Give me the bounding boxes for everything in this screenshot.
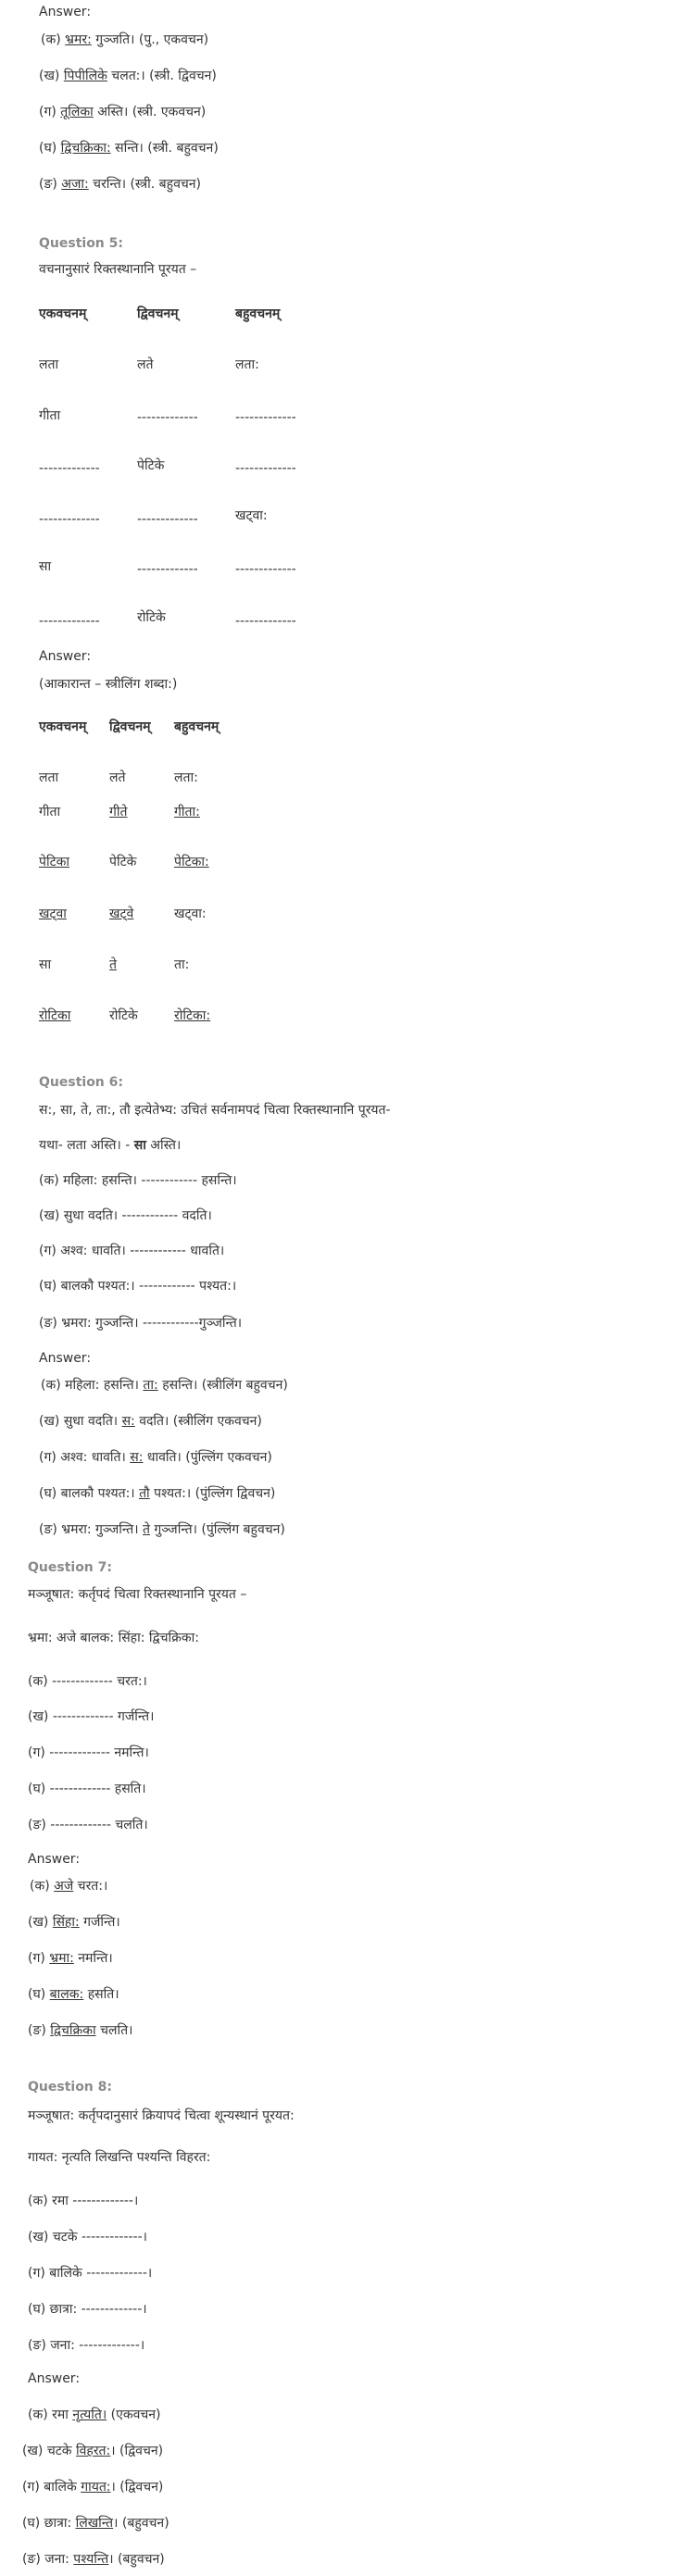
answer-label: Answer: — [28, 1852, 81, 1867]
table-cell: ता: — [174, 957, 190, 972]
question-line: (ख) सुधा वदति। ------------ वदति। — [39, 1208, 212, 1223]
table-cell: लता: — [235, 357, 259, 372]
answer-line: (ग) बालिके गायत:। (द्विवचन) — [22, 2480, 164, 2495]
table-cell: पेटिके — [137, 458, 165, 473]
table-cell: लता: — [174, 770, 198, 785]
table-header: बहुवचनम् — [174, 719, 220, 734]
word-box: भ्रमा: अजे बालक: सिंहा: द्विचक्रिका: — [28, 1631, 199, 1645]
question-line: (ग) ------------- नमन्ति। — [28, 1745, 149, 1760]
question-instruction: मञ्जूषात: कर्तृपदानुसारं क्रियापदं चित्वा शून्यस्थानं पूरयत: — [28, 2108, 295, 2123]
table-cell: रोटिके — [137, 610, 166, 625]
question-line: (क) महिला: हसन्ति। ------------ हसन्ति। — [39, 1173, 237, 1188]
table-header: बहुवचनम् — [235, 306, 281, 321]
question-line: (घ) छात्रा: -------------। — [28, 2302, 147, 2317]
table-cell: गीता — [39, 408, 61, 423]
table-header: एकवचनम् — [39, 719, 87, 734]
table-cell: लता — [39, 770, 59, 785]
answer-label: Answer: — [28, 2371, 81, 2386]
table-cell: ------------- — [39, 512, 100, 527]
table-cell: लते — [109, 770, 126, 785]
question-heading: Question 7: — [28, 1560, 112, 1575]
answer-line: (ङ) जना: पश्यन्ति। (बहुवचन) — [22, 2552, 165, 2567]
table-cell: सा — [39, 559, 52, 574]
table-cell: खट्वा: — [235, 508, 268, 523]
table-cell: ------------- — [137, 512, 198, 527]
question-heading: Question 5: — [39, 236, 123, 251]
table-cell: ------------- — [235, 461, 296, 476]
table-header: द्विवचनम् — [137, 306, 179, 321]
answer-line: (ख) पिपीलिके चलत:। (स्त्री. द्विवचन) — [39, 69, 217, 83]
question-line: (ख) ------------- गर्जन्ति। — [28, 1709, 155, 1724]
answer-note: (आकारान्त – स्त्रीलिंग शब्दा:) — [39, 677, 178, 692]
table-cell: लता — [39, 357, 59, 372]
question-line: (क) रमा -------------। — [28, 2194, 139, 2208]
answer-line: (क) रमा नृत्यति। (एकवचन) — [28, 2407, 161, 2422]
answer-line: (क) अजे चरत:। — [30, 1879, 108, 1894]
question-line: (ङ) ------------- चलति। — [28, 1818, 148, 1832]
table-cell: ------------- — [235, 614, 296, 629]
table-cell: ------------- — [137, 410, 198, 425]
table-cell: पेटिका: — [174, 855, 209, 869]
table-cell: ते — [109, 957, 117, 972]
answer-line: (ङ) अजा: चरन्ति। (स्त्री. बहुवचन) — [39, 177, 201, 192]
answer-line: (घ) बालक: हसति। — [28, 1987, 119, 2002]
answer-line: (ख) सिंहा: गर्जन्ति। — [28, 1915, 120, 1930]
question-instruction: स:, सा, ते, ता:, तौ इत्येतेभ्य: उचितं सर्वनामपदं चित्वा रिक्तस्थानानि पूरयत- — [39, 1103, 391, 1118]
answer-line: (ङ) भ्रमरा: गुञ्जन्ति। ते गुञ्जन्ति। (पुंल्लिंग बहुवचन) — [39, 1522, 285, 1537]
table-cell: गीते — [109, 805, 128, 819]
answer-line: (घ) द्विचक्रिका: सन्ति। (स्त्री. बहुवचन) — [39, 141, 219, 156]
table-cell: रोटिका: — [174, 1008, 211, 1023]
table-cell: रोटिके — [109, 1008, 138, 1023]
question-line: (ख) चटके -------------। — [28, 2230, 147, 2245]
table-cell: रोटिका — [39, 1008, 71, 1023]
answer-line: (घ) बालकौ पश्यत:। तौ पश्यत:। (पुंल्लिंग द्विवचन) — [39, 1486, 276, 1501]
table-cell: लते — [137, 357, 154, 372]
answer-line: (ग) तूलिका अस्ति। (स्त्री. एकवचन) — [39, 105, 207, 119]
question-line: (ग) अश्व: धावति। ------------ धावति। — [39, 1244, 225, 1258]
table-cell: ------------- — [235, 410, 296, 425]
question-heading: Question 6: — [39, 1075, 123, 1090]
answer-label: Answer: — [39, 649, 92, 664]
answer-label: Answer: — [39, 5, 92, 19]
answer-label: Answer: — [39, 1351, 92, 1366]
answer-line: (ख) चटके विहरत:। (द्विवचन) — [22, 2444, 164, 2458]
table-cell: गीता — [39, 805, 61, 819]
table-cell: खट्वा — [39, 907, 67, 921]
table-header: द्विवचनम् — [109, 719, 151, 734]
answer-line: (क) महिला: हसन्ति। ता: हसन्ति। (स्त्रीलिंग बहुवचन) — [41, 1378, 288, 1393]
answer-line: (ङ) द्विचक्रिका चलति। — [28, 2023, 133, 2038]
example-line: यथा- लता अस्ति। - सा अस्ति। — [39, 1138, 182, 1153]
table-header: एकवचनम् — [39, 306, 87, 321]
word-box: गायत: नृत्यति लिखन्ति पश्यन्ति विहरत: — [28, 2150, 211, 2165]
question-line: (ङ) भ्रमरा: गुञ्जन्ति। ------------गुञ्जन्ति। — [39, 1316, 243, 1331]
answer-line: (ख) सुधा वदति। स: वदति। (स्त्रीलिंग एकवचन) — [39, 1414, 262, 1429]
answer-line: (ग) भ्रमा: नमन्ति। — [28, 1951, 113, 1966]
question-line: (घ) बालकौ पश्यत:। ------------ पश्यत:। — [39, 1279, 237, 1294]
table-cell: ------------- — [39, 614, 100, 629]
table-cell: खट्वा: — [174, 907, 207, 921]
question-line: (घ) ------------- हसति। — [28, 1782, 146, 1796]
table-cell: पेटिके — [109, 855, 137, 869]
question-instruction: वचनानुसारं रिक्तस्थानानि पूरयत – — [39, 262, 197, 277]
table-cell: सा — [39, 957, 52, 972]
table-cell: खट्वे — [109, 907, 134, 921]
answer-line: (घ) छात्रा: लिखन्ति। (बहुवचन) — [22, 2516, 170, 2531]
question-instruction: मञ्जूषात: कर्तृपदं चित्वा रिक्तस्थानानि पूरयत – — [28, 1587, 247, 1602]
answer-line: (क) भ्रमर: गुञ्जति। (पु., एकवचन) — [41, 32, 209, 47]
answer-line: (ग) अश्व: धावति। स: धावति। (पुंल्लिंग एकवचन) — [39, 1450, 272, 1465]
table-cell: पेटिका — [39, 855, 70, 869]
table-cell: गीता: — [174, 805, 200, 819]
table-cell: ------------- — [235, 562, 296, 577]
table-cell: ------------- — [137, 562, 198, 577]
question-line: (ग) बालिके -------------। — [28, 2266, 153, 2281]
question-line: (क) ------------- चरत:। — [28, 1674, 147, 1689]
question-line: (ङ) जना: -------------। — [28, 2338, 145, 2353]
question-heading: Question 8: — [28, 2080, 112, 2095]
table-cell: ------------- — [39, 461, 100, 476]
